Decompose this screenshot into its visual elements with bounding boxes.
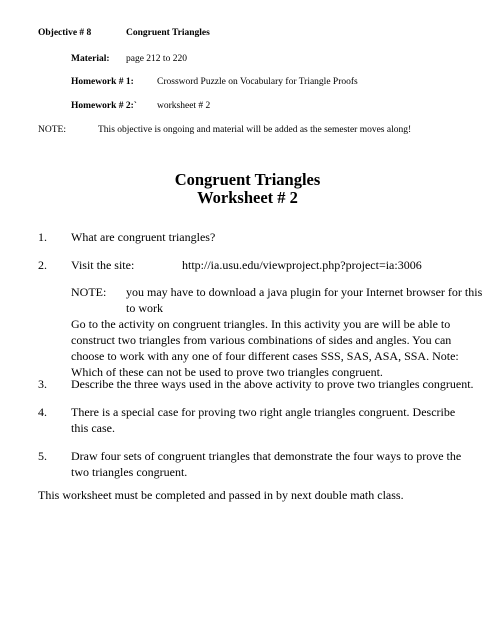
question-2-label: Visit the site: [71,258,135,272]
homework2-value: worksheet # 2 [157,101,211,111]
question-3-number: 3. [38,377,47,391]
question-5-text: Draw four sets of congruent triangles that demonstrate the four ways to prove the two triangles congruent. [71,449,462,479]
material-label: Material: [71,54,110,64]
question-2-url[interactable]: http://ia.usu.edu/viewproject.php?project=ia:3006 [182,258,422,272]
note-value: This objective is ongoing and material will be added as the semester moves along! [98,125,412,135]
question-4-text: There is a special case for proving two right angle triangles congruent. Describe this case. [71,405,456,435]
worksheet-title: Congruent Triangles [174,170,321,189]
homework2-label: Homework # 2:` [71,101,137,111]
question-3-text: Describe the three ways used in the above activity to prove two triangles congruent. [71,377,474,391]
objective-label: Objective # 8 [38,28,92,38]
question-1-text: What are congruent triangles? [71,230,216,244]
note-label: NOTE: [38,125,66,135]
homework1-value: Crossword Puzzle on Vocabulary for Triangle Proofs [157,77,358,87]
footer-instruction: This worksheet must be completed and passed in by next double math class. [38,488,404,502]
question-2-note-line2: to work [126,301,163,315]
question-2-note-label: NOTE: [71,285,107,299]
objective-value: Congruent Triangles [126,28,210,38]
question-5-number: 5. [38,449,47,463]
homework1-label: Homework # 1: [71,77,134,87]
question-2-note-line1: you may have to download a java plugin for your Internet browser for this [126,285,483,299]
question-2-paragraph: Go to the activity on congruent triangles. In this activity you are will be able to construct two triangles from various combinations of sides and angles. You can choose to work with any one of four different cases SSS, SAS, ASA, SSA. Note: Which of these can not be used to prove two triangles congruent. [71,317,459,379]
material-value: page 212 to 220 [126,54,187,64]
worksheet-subtitle: Worksheet # 2 [197,188,298,207]
question-1-number: 1. [38,230,47,244]
question-2-number: 2. [38,258,47,272]
question-4-number: 4. [38,405,47,419]
